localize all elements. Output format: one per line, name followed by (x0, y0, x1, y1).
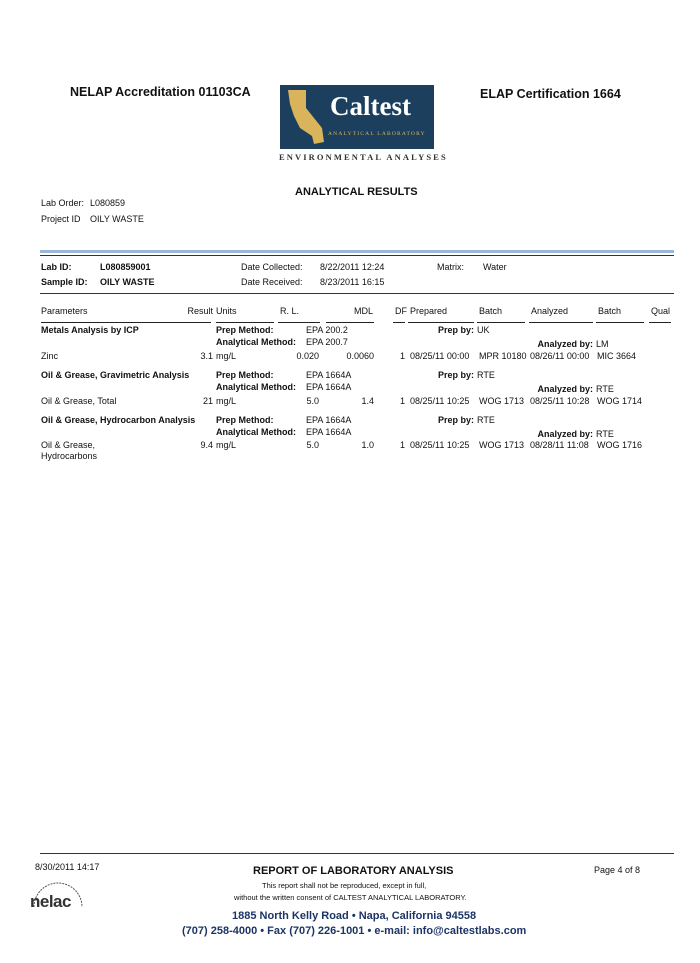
divider (40, 293, 674, 294)
prep-by-value: RTE (477, 415, 495, 425)
result-value: 3.1 (200, 351, 213, 361)
prep-by-value: RTE (477, 370, 495, 380)
col-units: Units (216, 306, 237, 316)
analyzed-by-label: Analyzed by: (537, 429, 593, 439)
col-parameters: Parameters (41, 306, 88, 316)
analyzed-by-value: RTE (596, 384, 614, 394)
footer-datetime: 8/30/2011 14:17 (35, 862, 100, 872)
prep-method-value: EPA 1664A (306, 370, 352, 380)
section-title: Oil & Grease, Gravimetric Analysis (41, 370, 190, 380)
batch-value: WOG 1713 (479, 440, 525, 450)
col-underline (408, 322, 474, 323)
mdl-value: 1.0 (361, 440, 374, 450)
prepared-value: 08/25/11 00:00 (410, 351, 470, 361)
units-value: mg/L (216, 440, 237, 450)
mdl-value: 0.0060 (346, 351, 374, 361)
divider (40, 255, 674, 256)
analyzed-value: 08/25/11 10:28 (530, 396, 590, 406)
col-underline (326, 322, 374, 323)
analytical-method-label: Analytical Method: (216, 427, 297, 437)
analytical-method-value: EPA 1664A (306, 382, 352, 392)
caltest-logo (280, 85, 434, 149)
col-batch2: Batch (598, 306, 622, 316)
footer-report-title: REPORT OF LABORATORY ANALYSIS (253, 865, 454, 877)
param-name-line2: Hydrocarbons (41, 451, 98, 461)
col-underline (649, 322, 671, 323)
prep-method-label: Prep Method: (216, 370, 274, 380)
date-received-value: 8/23/2011 16:15 (320, 277, 385, 287)
prep-method-value: EPA 200.2 (306, 325, 348, 335)
logo-name: Caltest (330, 91, 411, 121)
lab-contact: (707) 258-4000 • Fax (707) 226-1001 • e-mail: info@caltestlabs.com (182, 925, 527, 937)
prepared-value: 08/25/11 10:25 (410, 440, 470, 450)
lab-address: 1885 North Kelly Road • Napa, California 94558 (232, 910, 477, 922)
units-value: mg/L (216, 351, 237, 361)
col-underline (477, 322, 525, 323)
col-underline (596, 322, 644, 323)
col-batch: Batch (479, 306, 503, 316)
sample-id-label: Sample ID: (41, 277, 88, 287)
project-id-label: Project ID (41, 214, 81, 224)
rl-value: 0.020 (296, 351, 319, 361)
page-number: Page 4 of 8 (594, 865, 641, 875)
units-value: mg/L (216, 396, 237, 406)
result-value: 21 (202, 396, 213, 406)
batch-value: WOG 1713 (479, 396, 525, 406)
rl-value: 5.0 (306, 440, 319, 450)
col-analyzed: Analyzed (531, 306, 569, 316)
california-map-icon (284, 88, 328, 146)
prep-by-value: UK (477, 325, 490, 335)
notice-line-2: without the written consent of CALTEST ANALYTICAL LABORATORY. (234, 893, 467, 902)
matrix-label: Matrix: (437, 262, 464, 272)
lab-order-value: L080859 (90, 198, 126, 208)
lab-id-value: L080859001 (100, 262, 151, 272)
analytical-method-label: Analytical Method: (216, 337, 297, 347)
analytical-method-label: Analytical Method: (216, 382, 297, 392)
prep-method-value: EPA 1664A (306, 415, 352, 425)
col-result: Result (187, 306, 213, 316)
analyzed-by-value: LM (596, 339, 609, 349)
analyzed-value: 08/28/11 11:08 (530, 440, 589, 450)
logo-subtitle: ANALYTICAL LABORATORY (328, 131, 426, 137)
col-prepared: Prepared (410, 306, 448, 316)
section-title: Metals Analysis by ICP (41, 325, 139, 335)
prep-by-label: Prep by: (437, 370, 474, 380)
analytical-method-value: EPA 200.7 (306, 337, 348, 347)
footer-divider (40, 853, 674, 854)
rl-value: 5.0 (306, 396, 319, 406)
blue-divider (40, 250, 674, 253)
section-title: Oil & Grease, Hydrocarbon Analysis (41, 415, 196, 425)
prep-by-label: Prep by: (437, 415, 474, 425)
df-value: 1 (399, 440, 405, 450)
mdl-value: 1.4 (361, 396, 374, 406)
prep-method-label: Prep Method: (216, 325, 274, 335)
param-name: Zinc (41, 351, 59, 361)
batch-value: MPR 10180 (479, 351, 527, 361)
batch2-value: WOG 1716 (597, 440, 643, 450)
col-mdl: MDL (354, 306, 374, 316)
prepared-value: 08/25/11 10:25 (410, 396, 470, 406)
col-underline (278, 322, 320, 323)
prep-by-label: Prep by: (437, 325, 474, 335)
batch2-value: MIC 3664 (597, 351, 637, 361)
prep-method-label: Prep Method: (216, 415, 274, 425)
matrix-value: Water (483, 262, 507, 272)
report-title: ANALYTICAL RESULTS (295, 186, 418, 198)
sample-id-value: OILY WASTE (100, 277, 155, 287)
notice-line-1: This report shall not be reproduced, except in full, (262, 881, 427, 890)
result-value: 9.4 (200, 440, 213, 450)
analyzed-by-label: Analyzed by: (537, 384, 593, 394)
col-underline (393, 322, 405, 323)
nelac-logo: nelac (30, 892, 71, 911)
param-name: Oil & Grease, Total (41, 396, 117, 406)
date-collected-label: Date Collected: (241, 262, 303, 272)
col-underline (41, 322, 211, 323)
nelap-accreditation: NELAP Accreditation 01103CA (70, 85, 251, 99)
df-value: 1 (399, 396, 405, 406)
elap-certification: ELAP Certification 1664 (480, 87, 621, 101)
logo-tagline: ENVIRONMENTAL ANALYSES (279, 152, 448, 162)
col-underline (529, 322, 593, 323)
analyzed-value: 08/26/11 00:00 (530, 351, 590, 361)
col-qual: Qual (651, 306, 671, 316)
analyzed-by-label: Analyzed by: (537, 339, 593, 349)
col-df: DF (395, 306, 407, 316)
project-id-value: OILY WASTE (90, 214, 144, 224)
batch2-value: WOG 1714 (597, 396, 643, 406)
df-value: 1 (399, 351, 405, 361)
lab-id-label: Lab ID: (41, 262, 72, 272)
lab-order-label: Lab Order: (41, 198, 85, 208)
analytical-method-value: EPA 1664A (306, 427, 352, 437)
col-rl: R. L. (280, 306, 300, 316)
analyzed-by-value: RTE (596, 429, 614, 439)
date-received-label: Date Received: (241, 277, 303, 287)
col-underline (216, 322, 274, 323)
param-name: Oil & Grease, (41, 440, 96, 450)
date-collected-value: 8/22/2011 12:24 (320, 262, 385, 272)
